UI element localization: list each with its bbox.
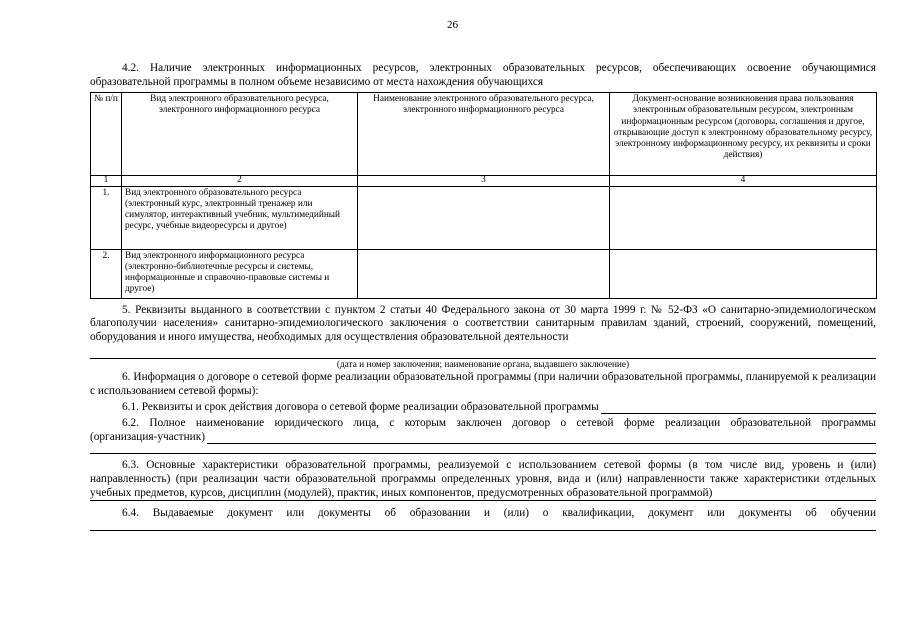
row-resource-name (358, 249, 610, 298)
section-6-1-text: 6.1. Реквизиты и срок действия договора о сетевой форме реализации образовательной программы (122, 400, 599, 413)
section-5-caption: (дата и номер заключения; наименование органа, выдавшего заключение) (336, 360, 630, 371)
column-number: 3 (358, 176, 610, 187)
section-6-4-blank-line (90, 524, 876, 531)
section-6-2-text: 6.2. Полное наименование юридического лица, с которым заключен договор о сетевой форме реализации образовательной программы (122, 417, 876, 430)
row-resource-name (358, 186, 610, 249)
section-6-2-extra-line (90, 449, 876, 454)
column-number: 1 (91, 176, 122, 187)
row-number: 1. (91, 186, 122, 249)
row-resource-type: Вид электронного образовательного ресурса (электронный курс, электронный тренажер или симулятор, интерактивный учебник, мультимедийный ресурс, учебные видеоресурсы и другое) (122, 186, 358, 249)
page-number: 26 (447, 19, 458, 31)
row-resource-type: Вид электронного информационного ресурса (электронно-библиотечные ресурсы и системы, информационные и справочно-правовые системы и другое) (122, 249, 358, 298)
table-column-numbers-row (91, 176, 877, 187)
section-6-2-line (90, 431, 876, 445)
row-basis-document (610, 186, 877, 249)
column-number: 2 (122, 176, 358, 187)
document-body (90, 62, 876, 531)
row-number: 2. (91, 249, 122, 298)
column-number: 4 (610, 176, 877, 187)
header-resource-type: Вид электронного образовательного ресурса, электронного информационного ресурса (122, 93, 358, 176)
table-row (91, 249, 877, 298)
table-row (91, 186, 877, 249)
section-6-1-line (90, 401, 876, 415)
header-num: № п/п (91, 93, 122, 176)
section-6-1-blank (601, 402, 876, 414)
table-header-row (91, 93, 877, 176)
section-6-2-blank (207, 432, 876, 444)
section-4-2-text: 4.2. Наличие электронных информационных ресурсов, электронных образовательных ресурсов, обеспечивающих освоение обучающимися образовательной программы в полном объеме независимо от места нахождения обучающихся (90, 62, 876, 88)
section-6-3-text: 6.3. Основные характеристики образовательной программы, реализуемой с использованием сетевой формы (в том числе вид, уровень и (или) направленность) (при реализации части образовательной программы определенных уровня, вида и (или) направленности также характеристики отдельных учебных предметов, курсов, дисциплин (модулей), практик, иных компонентов, предусмотренных образовательной программой) (90, 459, 876, 501)
section-6-2-participant: (организация-участник) (90, 430, 205, 443)
header-resource-name: Наименование электронного образовательного ресурса, электронного информационного ресурса (358, 93, 610, 176)
section-5-text: 5. Реквизиты выданного в соответствии с пунктом 2 статьи 40 Федерального закона от 30 марта 1999 г. № 52-ФЗ «О санитарно-эпидемиологическом благополучии населения» санитарно-эпидемиологического заключения о соответствии санитарным правилам зданий, строений, сооружений, помещений, оборудования и иного имущества, необходимых для осуществления образовательной деятельности (90, 303, 876, 343)
section-6-4-text: 6.4. Выдаваемые документ или документы об образовании и (или) о квалификации, документ или документы об обучении (122, 507, 876, 520)
row-basis-document (610, 249, 877, 298)
section-5-blank-line (90, 346, 876, 359)
electronic-resources-table (90, 92, 877, 299)
section-6-text: 6. Информация о договоре о сетевой форме реализации образовательной программы (при наличии образовательной программы, планируемой к реализации с использованием сетевой формы): (90, 371, 876, 398)
header-basis-document: Документ-основание возникновения права пользования электронным образовательным ресурсом, электронным информационным ресурсом (договоры, соглашения и другое, открывающие доступ к электронному образовательному ресурсу, электронному информационному ресурсу, их реквизиты и сроки действия) (610, 93, 877, 176)
